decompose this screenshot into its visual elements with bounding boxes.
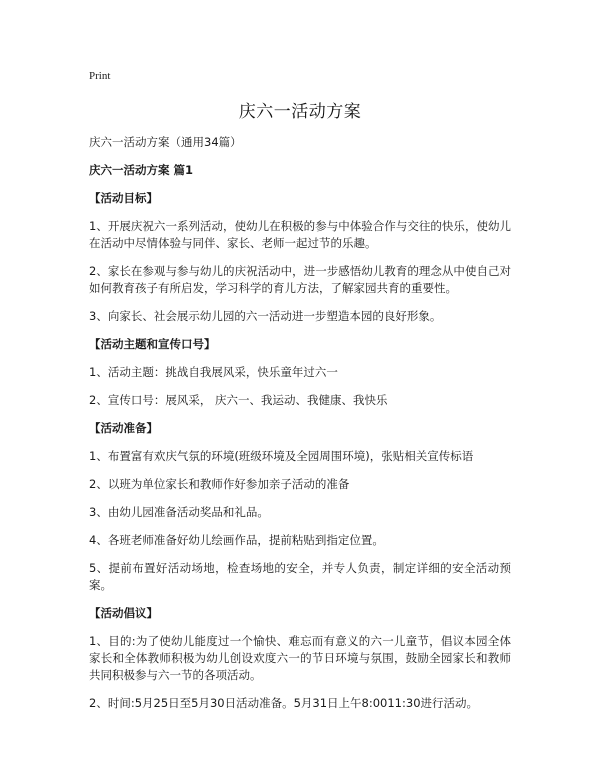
paragraph: 4、各班老师准备好幼儿绘画作品，提前粘贴到指定位置。	[89, 533, 384, 547]
article-title: 庆六一活动方案 篇1	[89, 163, 194, 177]
paragraph: 2、以班为单位家长和教师作好参加亲子活动的准备	[89, 477, 350, 491]
document-title: 庆六一活动方案	[238, 102, 362, 122]
section-heading-initiative: 【活动倡议】	[89, 606, 158, 620]
paragraph: 3、向家长、社会展示幼儿园的六一活动进一步塑造本园的良好形象。	[89, 309, 442, 323]
paragraph: 5、提前布置好活动场地，检查场地的安全，并专人负责，制定详细的安全活动预案。	[89, 561, 511, 592]
section-heading-goals: 【活动目标】	[89, 191, 158, 205]
paragraph: 2、宣传口号：展风采， 庆六一、我运动、我健康、我快乐	[89, 393, 388, 407]
paragraph: 2、家长在参观与参与幼儿的庆祝活动中，进一步感悟幼儿教育的理念从中使自己对如何教育孩子有所启发，学习科学的育儿方法，了解家园共育的重要性。	[89, 264, 511, 295]
paragraph: 2、时间:5月25日至5月30日活动准备。5月31日上午8:0011:30进行活动。	[89, 696, 479, 710]
section-heading-preparation: 【活动准备】	[89, 421, 158, 435]
document-subtitle: 庆六一活动方案（通用34篇）	[89, 135, 242, 149]
section-heading-theme: 【活动主题和宣传口号】	[89, 337, 216, 351]
paragraph: 1、开展庆祝六一系列活动，使幼儿在积极的参与中体验合作与交往的快乐，使幼儿在活动中尽情体验与同伴、家长、老师一起过节的乐趣。	[89, 219, 511, 250]
document-body	[89, 134, 511, 723]
print-label: Print	[89, 70, 111, 82]
paragraph: 1、活动主题：挑战自我展风采，快乐童年过六一	[89, 365, 338, 379]
paragraph: 3、由幼儿园准备活动奖品和礼品。	[89, 505, 269, 519]
paragraph: 1、目的:为了使幼儿能度过一个愉快、难忘而有意义的六一儿童节，倡议本园全体家长和全体教师积极为幼儿创设欢度六一的节日环境与氛围，鼓励全园家长和教师共同积极参与六一节的各项活动。	[89, 634, 511, 682]
paragraph: 1、布置富有欢庆气氛的环境(班级环境及全园周围环境)，张贴相关宣传标语	[89, 449, 474, 463]
